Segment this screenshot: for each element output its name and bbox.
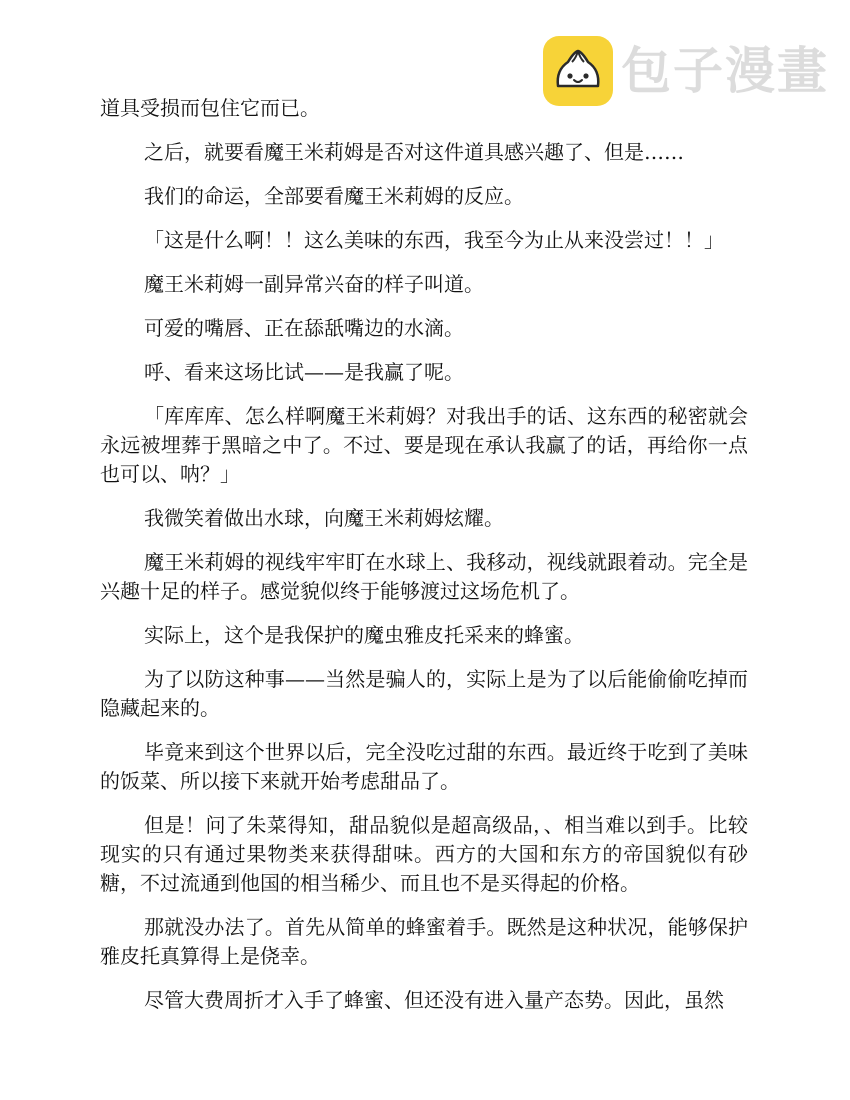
paragraph: 我微笑着做出水球，向魔王米莉姆炫耀。 (144, 506, 504, 530)
paragraph: 但是！问了朱菜得知，甜品貌似是超高级品，、相当难以到手。比较现实的只有通过果物类来获得甜味。西方的大国和东方的帝国貌似有砂糖，不过流通到他国的相当稀少、而且也不是买得起的价格。 (100, 813, 748, 895)
paragraph: 「这是什么啊！！这么美味的东西，我至今为止从来没尝过！！」 (144, 228, 724, 252)
paragraph: 那就没办法了。首先从简单的蜂蜜着手。既然是这种状况，能够保护雅皮托真算得上是侥幸。 (100, 915, 748, 968)
paragraph: 魔王米莉姆的视线牢牢盯在水球上、我移动，视线就跟着动。完全是兴趣十足的样子。感觉貌似终于能够渡过这场危机了。 (100, 550, 748, 603)
paragraph: 毕竟来到这个世界以后，完全没吃过甜的东西。最近终于吃到了美味的饭菜、所以接下来就开始考虑甜品了。 (100, 740, 748, 793)
paragraph: 我们的命运，全部要看魔王米莉姆的反应。 (144, 184, 524, 208)
text-body (100, 94, 748, 1030)
paragraph: 魔王米莉姆一副异常兴奋的样子叫道。 (144, 272, 484, 296)
paragraph: 道具受损而包住它而已。 (100, 96, 320, 120)
paragraph: 之后，就要看魔王米莉姆是否对这件道具感兴趣了、但是…… (144, 140, 684, 164)
paragraph: 呼、看来这场比试——是我赢了呢。 (144, 360, 464, 384)
watermark-text: 包子漫畫 (621, 42, 829, 100)
paragraph: 可爱的嘴唇、正在舔舐嘴边的水滴。 (144, 316, 464, 340)
paragraph: 实际上，这个是我保护的魔虫雅皮托采来的蜂蜜。 (144, 623, 584, 647)
paragraph: 「库库库、怎么样啊魔王米莉姆？对我出手的话、这东西的秘密就会永远被埋葬于黑暗之中了。不过、要是现在承认我赢了的话，再给你一点也可以、呐？」 (100, 404, 748, 486)
paragraph: 尽管大费周折才入手了蜂蜜、但还没有进入量产态势。因此，虽然 (144, 988, 724, 1012)
paragraph: 为了以防这种事——当然是骗人的，实际上是为了以后能偷偷吃掉而隐藏起来的。 (100, 667, 748, 720)
